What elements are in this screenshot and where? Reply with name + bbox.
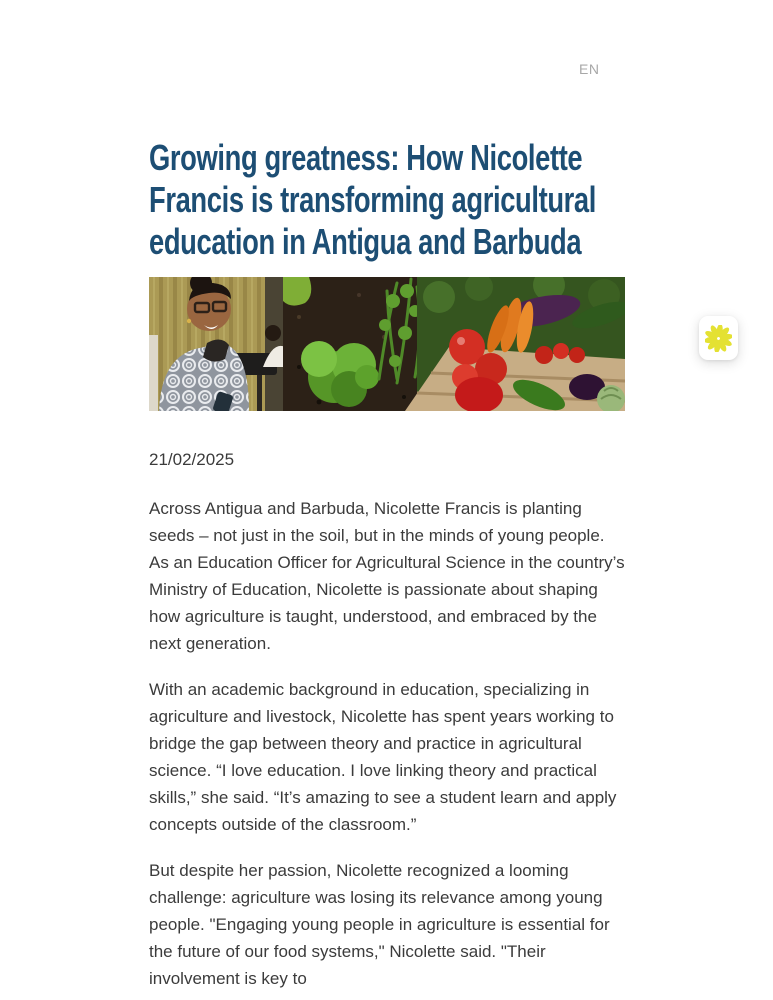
asterisk-widget-button[interactable] bbox=[699, 316, 738, 360]
hero-image-collage bbox=[149, 277, 625, 411]
hero-right-vegetable-crate-photo bbox=[405, 277, 625, 411]
title-line-2: Francis is transforming agricultural bbox=[149, 179, 596, 220]
hero-left-woman-photo bbox=[149, 277, 289, 411]
paragraph-2: With an academic background in education, specializing in agriculture and livestock, Nicolette has spent years working to bridge the gap between theory and practice in agricultural science. “I love education. I love linking theory and practical skills,” she said. “It’s amazing to see a student learn and apply concepts outside of the classroom.” bbox=[149, 680, 617, 834]
article-date: 21/02/2025 bbox=[149, 450, 235, 469]
hero-image bbox=[149, 277, 625, 411]
page-title bbox=[149, 137, 625, 263]
asterisk-icon bbox=[705, 325, 732, 352]
title-line-1: Growing greatness: How Nicolette bbox=[149, 137, 583, 178]
language-selector[interactable]: EN bbox=[579, 61, 600, 77]
hero-middle-lettuce-photo bbox=[283, 277, 421, 411]
title-line-3: education in Antigua and Barbuda bbox=[149, 221, 582, 262]
article-body bbox=[149, 495, 625, 992]
paragraph-3: But despite her passion, Nicolette recognized a looming challenge: agriculture was losing its relevance among young people. "Engaging young people in agriculture is essential for the future of our food systems," Nicolette said. "Their involvement is key to bbox=[149, 861, 610, 988]
paragraph-1: Across Antigua and Barbuda, Nicolette Francis is planting seeds – not just in the soil, but in the minds of young people. As an Education Officer for Agricultural Science in the country’s Ministry of Education, Nicolette is passionate about shaping how agriculture is taught, understood, and embraced by the next generation. bbox=[149, 499, 625, 653]
article-content bbox=[149, 137, 625, 992]
